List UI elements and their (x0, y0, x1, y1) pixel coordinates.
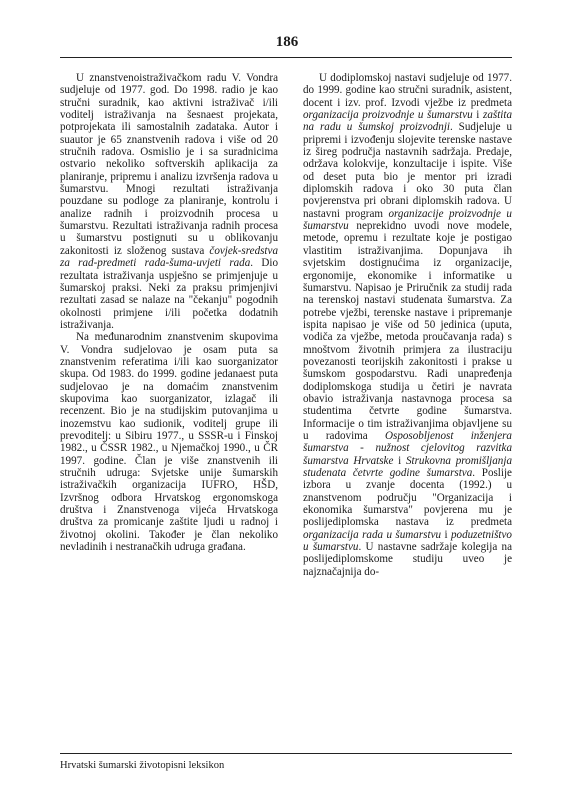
paragraph (303, 72, 512, 578)
header-rule (60, 57, 512, 58)
emphasis-text: zaštita na radu u šumskoj proizvodnji (303, 109, 512, 134)
text-run: . U nastavne sadržaje kolegija na poslijediplomskome studiju uveo je najznačajnija do- (303, 541, 512, 578)
text-run: i (472, 109, 484, 122)
text-run: . Poslije izbora u zvanje docenta (1992.) u znanstvenom području "Organizacija i ekonomika šumarstva" povjerena mu je poslijediplomska nastava iz predmeta (303, 467, 512, 529)
text-run: . Sudjeluje u pripremi i izvođenju slojevite terenske nastave iz šireg područja nastavnih sadržaja. Predaje, održava kolokvije, konzultacije i ispite. Više od deset puta bio je mentor pri izradi diplomskih radova i oko 30 puta član povjerenstva pri obrani diplomskih radova. U nastavni program (303, 121, 512, 220)
text-run: i (393, 454, 406, 467)
text-run: . Dio rezultata istraživanja uspješno se primjenjuje u šumarskoj praksi. Neki za praksu primjenjivi rezultati zasad se nalaze na "čekanju" pogodnih okolnosti primjene i/ili početka dodatnih istraživanja. (60, 257, 278, 331)
footer-text: Hrvatski šumarski životopisni leksikon (60, 760, 225, 771)
text-run: U znanstvenoistraživačkom radu V. Vondra sudjeluje od 1977. god. Do 1998. radio je kao stručni suradnik, kao aktivni istraživač i/ili voditelj istraživanja na šesnaest projekata, potprojekata ili samostalnih zadataka. Autor i suautor je 65 znanstvenih radova i više od 20 stručnih radova. Osmislio je i sa suradnicima ostvario nekoliko softverskih aplikacija za planiranje, pripremu i analizu izvršenja radova u šumarstvu. Mnogi rezultati istraživanja pouzdane su podloge za planiranje, kontrolu i analize radnih i proizvodnih procesa u šumarstvu. Rezultati istraživanja radnih procesa u šumarstvu postignuti su u oblikovanju zakonitosti iz složenog sustava (60, 72, 278, 257)
paragraph (60, 72, 278, 331)
emphasis-text: organizacija rada u šumarstvu (303, 528, 442, 541)
emphasis-text: Strukovna promišljanja studenata četvrte godine šumarstva (303, 454, 512, 479)
emphasis-text: organizacija proizvodnje u šumarstvu (303, 109, 473, 122)
left-column (60, 72, 278, 553)
text-run: neprekidno uvodi nove modele, metode, opremu i rezultate koje je postigao vlastitim istraživanjima. Dopunjava ih svjetskim dostignućima iz organizacije, ergonomije, ekonomike i informatike u šumarstvu. Napisao je Priručnik za studij rada na terenskoj nastavi studenata šumarstva. Za potrebe vježbi, terenske nastave i pripremanje ispita napisao je više od 50 jedinica (uputa, vodiča za vježbe, metoda proučavanja rada) s mnoštvom životnih primjera za ilustraciju povezanosti teorijskih zakonitosti i prakse u šumskom gospodarstvu. Radi unapređenja dodiplomskoga studija u četiri je navrata obavio istraživanja nastavnoga procesa sa studentima četvrte godine šumarstva. Informacije o tim istraživanjima objavljene su u radovima (303, 220, 512, 442)
text-run: i (441, 528, 451, 541)
emphasis-text: Osposobljenost inženjera šumarstva - nužnost cjelovitog razvitka šumarstva Hrvatske (303, 429, 512, 467)
emphasis-text: čovjek-sredstva za rad-predmeti rada-šuma-uvjeti rada (60, 244, 278, 270)
emphasis-text: organizacije proizvodnje u šumarstvu (303, 207, 512, 233)
paragraph: Na međunarodnim znanstvenim skupovima V. Vondra sudjelovao je osam puta sa znanstvenim referatima i/ili kao suorganizator skupa. Od 1983. do 1999. godine jedanaest puta sudjelovao je na domaćim znanstvenim skupovima kao suorganizator, izlagač ili recenzent. Bio je na studijskim putovanjima u inozemstvu kao sudionik, voditelj grupe ili prevoditelj: u Sibiru 1977., u SSSR-u i Finskoj 1982., u ČSSR 1982., u Njemačkoj 1990., u ČR 1997. godine. Član je više znanstvenih ili stručnih udruga: Svjetske unije šumarskih istraživačkih organizacija IUFRO, HŠD, Izvršnog odbora Hrvatskog ergonomskoga društva i Znanstvenoga vijeća Hrvatskoga društva za promicanje zaštite ljudi u radnoj i životnoj okolini. Također je član nekoliko nevladinih i nestranačkih udruga građana. (60, 331, 278, 554)
text-run: U dodiplomskoj nastavi sudjeluje od 1977. do 1999. godine kao stručni suradnik, asistent, docent i izv. prof. Izvodi vježbe iz predmeta (303, 72, 512, 109)
page-number: 186 (275, 34, 299, 50)
footer-rule (60, 753, 512, 754)
emphasis-text: poduzetništvo u šumarstvu (303, 528, 512, 554)
right-column (303, 72, 512, 578)
